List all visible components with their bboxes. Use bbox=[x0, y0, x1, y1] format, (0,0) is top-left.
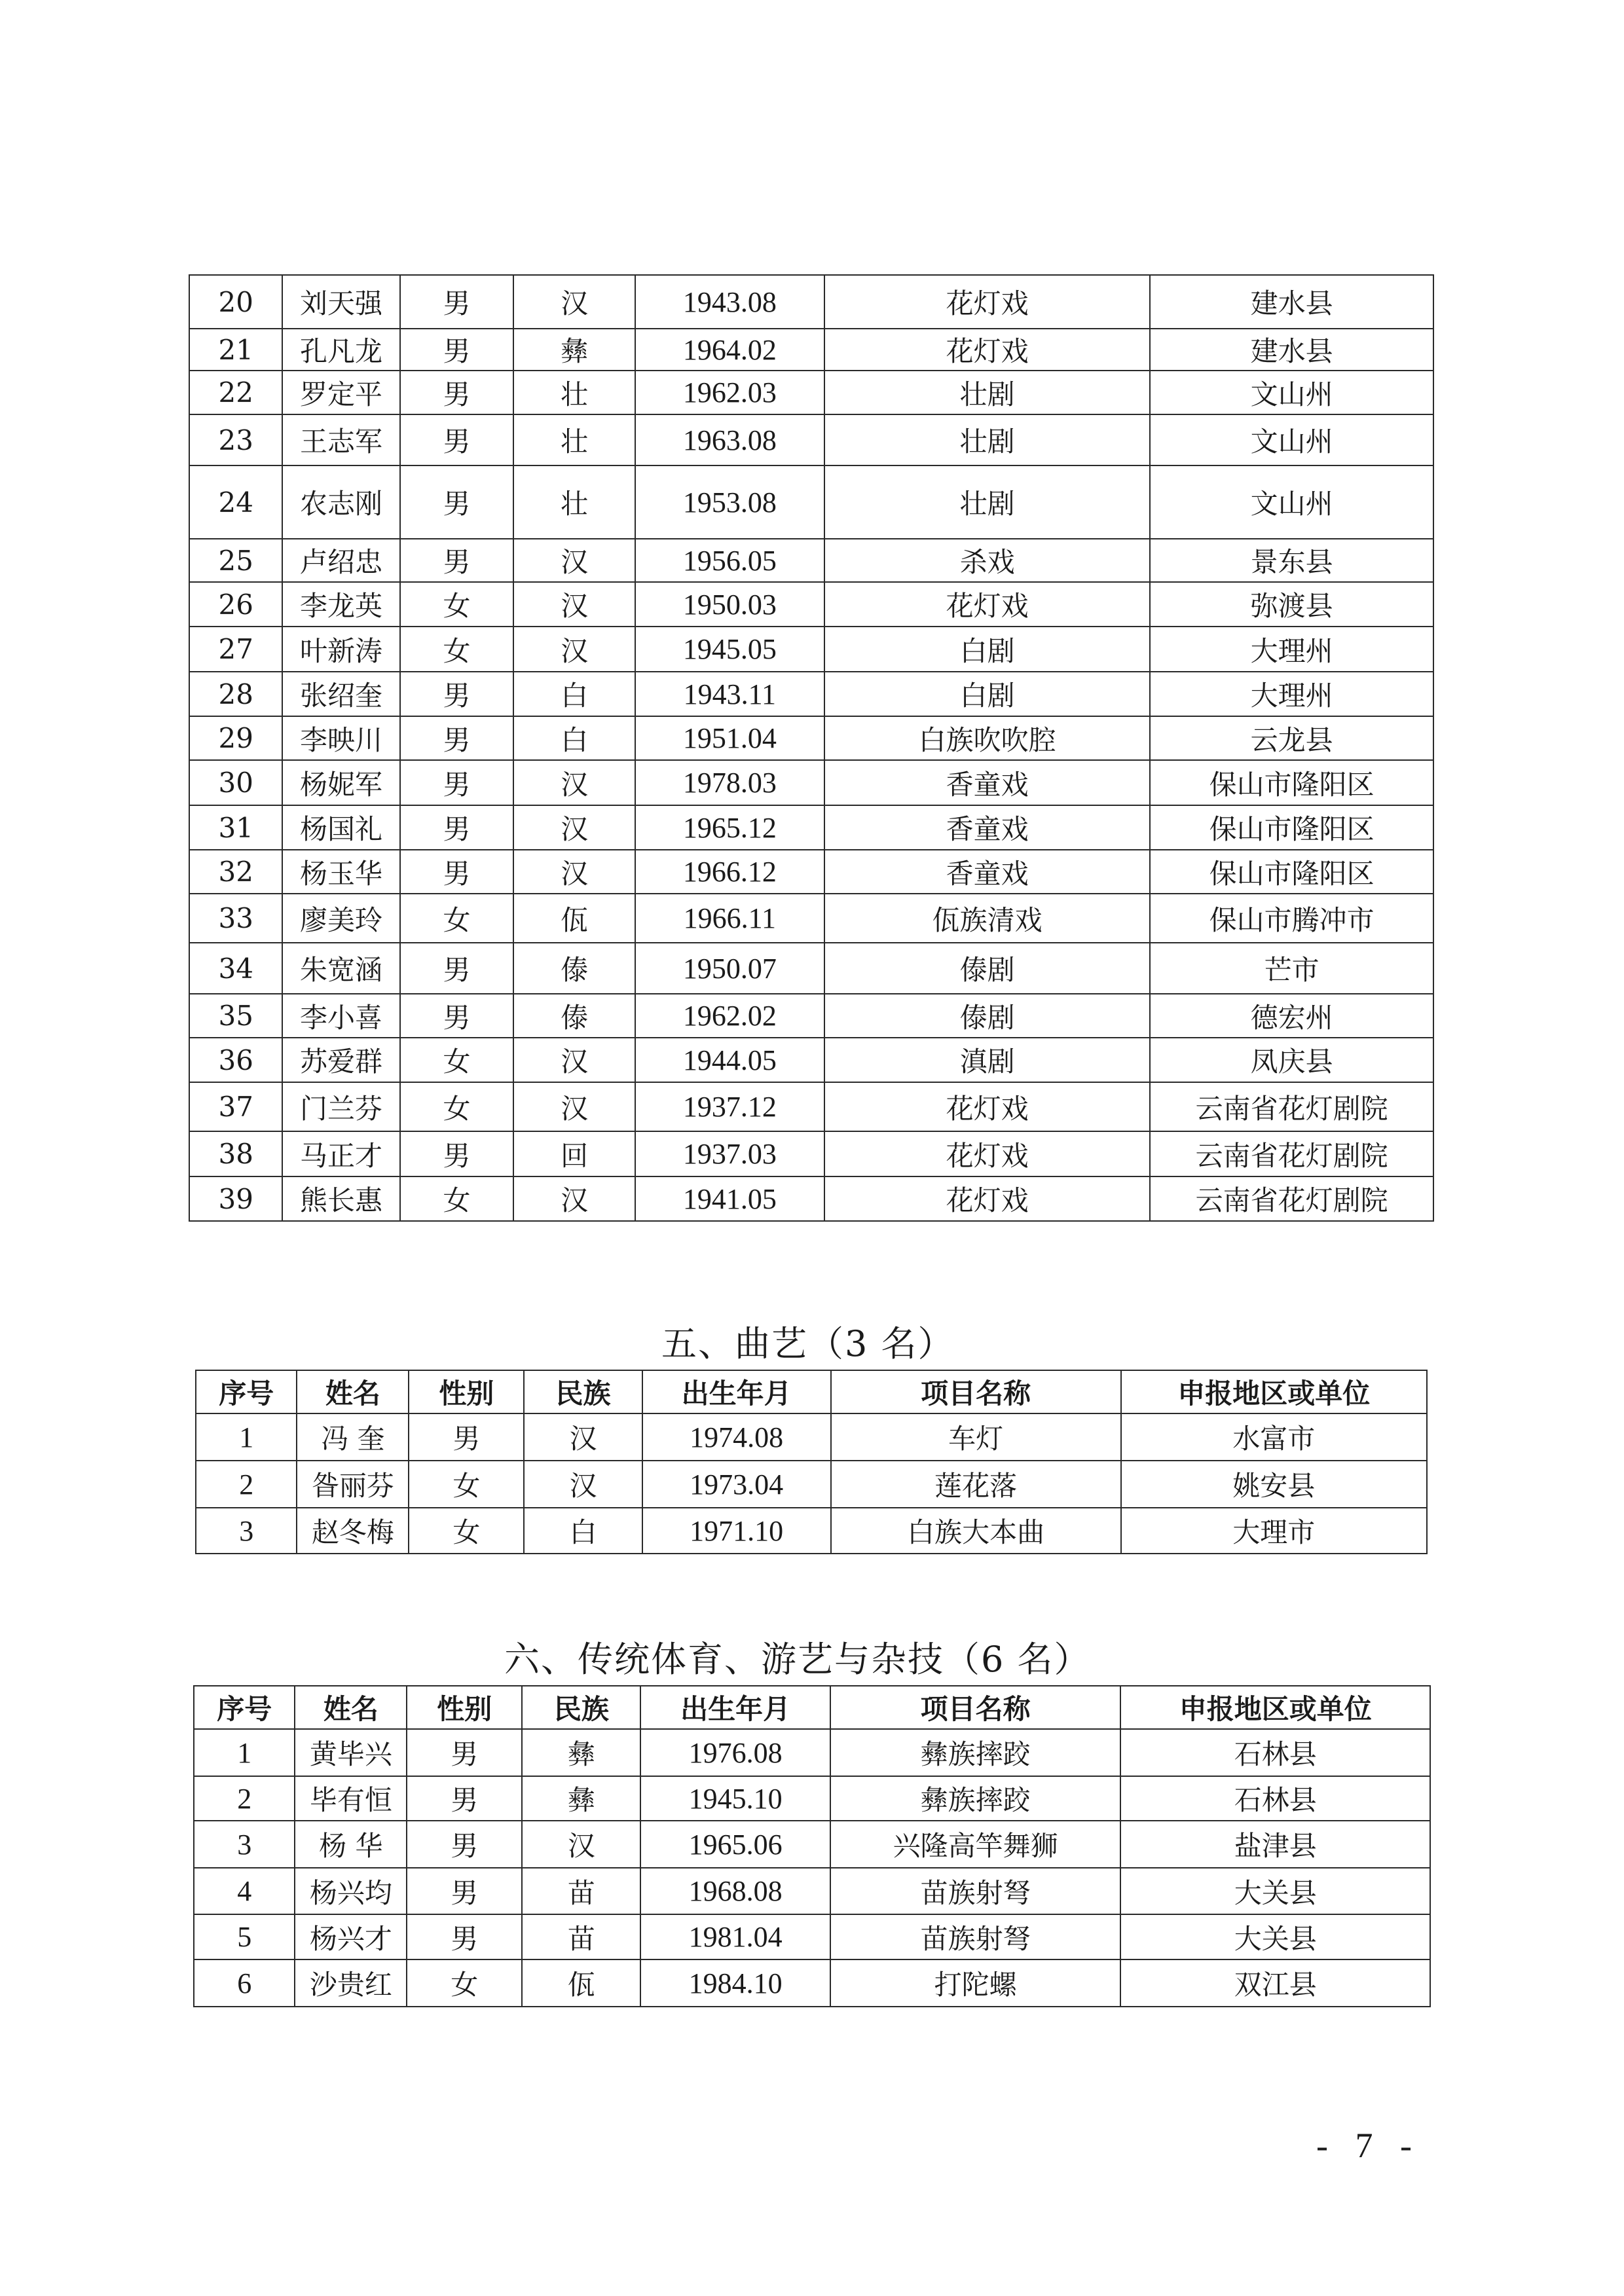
cell-region: 凤庆县 bbox=[1150, 1038, 1433, 1082]
cell-no: 4 bbox=[194, 1868, 295, 1914]
cell-name: 罗定平 bbox=[282, 371, 399, 414]
cell-no: 35 bbox=[189, 994, 282, 1038]
cell-name: 毕有恒 bbox=[295, 1776, 407, 1821]
cell-project: 兴隆高竿舞狮 bbox=[830, 1821, 1121, 1868]
cell-region: 建水县 bbox=[1150, 275, 1433, 329]
cell-born: 1971.10 bbox=[642, 1508, 831, 1554]
cell-born: 1945.05 bbox=[635, 627, 824, 672]
cell-project: 杀戏 bbox=[824, 539, 1151, 582]
cell-ethnicity: 彝 bbox=[522, 1729, 640, 1776]
cell-project: 香童戏 bbox=[824, 805, 1151, 850]
cell-project: 壮剧 bbox=[824, 414, 1151, 465]
table-row bbox=[189, 1176, 1433, 1221]
cell-sex: 男 bbox=[407, 1914, 522, 1959]
section-title-quyi: 五、曲艺（3 名） bbox=[661, 1323, 955, 1364]
cell-ethnicity: 傣 bbox=[513, 994, 635, 1038]
cell-name: 王志军 bbox=[282, 414, 399, 465]
header-region: 申报地区或单位 bbox=[1121, 1370, 1427, 1413]
cell-born: 1974.08 bbox=[642, 1413, 831, 1461]
cell-born: 1945.10 bbox=[640, 1776, 830, 1821]
cell-project: 莲花落 bbox=[831, 1461, 1121, 1508]
cell-sex: 男 bbox=[400, 760, 514, 805]
cell-region: 弥渡县 bbox=[1150, 582, 1433, 627]
table-row bbox=[189, 539, 1433, 582]
header-sex: 性别 bbox=[409, 1370, 524, 1413]
cell-sex: 男 bbox=[400, 371, 514, 414]
cell-name: 杨玉华 bbox=[282, 850, 399, 894]
cell-no: 34 bbox=[189, 943, 282, 994]
cell-ethnicity: 汉 bbox=[524, 1413, 642, 1461]
cell-sex: 女 bbox=[400, 1082, 514, 1131]
table-row bbox=[189, 275, 1433, 329]
cell-sex: 女 bbox=[407, 1959, 522, 2007]
cell-ethnicity: 白 bbox=[513, 672, 635, 716]
cell-sex: 男 bbox=[400, 465, 514, 539]
header-no: 序号 bbox=[194, 1686, 295, 1729]
table-row bbox=[194, 1868, 1430, 1914]
cell-born: 1966.11 bbox=[635, 894, 824, 943]
cell-name: 杨 华 bbox=[295, 1821, 407, 1868]
cell-name: 卢绍忠 bbox=[282, 539, 399, 582]
cell-sex: 男 bbox=[400, 414, 514, 465]
table-header-row bbox=[196, 1370, 1427, 1413]
cell-born: 1966.12 bbox=[635, 850, 824, 894]
cell-name: 杨兴才 bbox=[295, 1914, 407, 1959]
section-title-sports: 六、传统体育、游艺与杂技（6 名） bbox=[504, 1639, 1091, 1680]
cell-born: 1950.03 bbox=[635, 582, 824, 627]
cell-no: 1 bbox=[196, 1413, 297, 1461]
cell-region: 文山州 bbox=[1150, 371, 1433, 414]
cell-name: 冯 奎 bbox=[297, 1413, 409, 1461]
cell-project: 打陀螺 bbox=[830, 1959, 1121, 2007]
cell-born: 1981.04 bbox=[640, 1914, 830, 1959]
cell-ethnicity: 白 bbox=[524, 1508, 642, 1554]
table-row bbox=[189, 414, 1433, 465]
cell-no: 30 bbox=[189, 760, 282, 805]
cell-region: 水富市 bbox=[1121, 1413, 1427, 1461]
cell-project: 香童戏 bbox=[824, 760, 1151, 805]
cell-region: 大关县 bbox=[1120, 1914, 1430, 1959]
cell-no: 37 bbox=[189, 1082, 282, 1131]
table-row bbox=[194, 1914, 1430, 1959]
table-row bbox=[196, 1508, 1427, 1554]
cell-name: 杨国礼 bbox=[282, 805, 399, 850]
cell-born: 1962.02 bbox=[635, 994, 824, 1038]
cell-sex: 男 bbox=[407, 1776, 522, 1821]
cell-no: 2 bbox=[194, 1776, 295, 1821]
cell-no: 29 bbox=[189, 716, 282, 760]
cell-sex: 女 bbox=[400, 1176, 514, 1221]
cell-project: 傣剧 bbox=[824, 943, 1151, 994]
cell-ethnicity: 汉 bbox=[513, 850, 635, 894]
cell-sex: 男 bbox=[407, 1868, 522, 1914]
header-region: 申报地区或单位 bbox=[1120, 1686, 1430, 1729]
page-number: - 7 - bbox=[1316, 2126, 1421, 2165]
table-row bbox=[194, 1821, 1430, 1868]
header-project: 项目名称 bbox=[831, 1370, 1121, 1413]
cell-ethnicity: 汉 bbox=[513, 1176, 635, 1221]
cell-name: 马正才 bbox=[282, 1131, 399, 1176]
cell-born: 1943.11 bbox=[635, 672, 824, 716]
cell-project: 车灯 bbox=[831, 1413, 1121, 1461]
cell-born: 1937.12 bbox=[635, 1082, 824, 1131]
cell-sex: 男 bbox=[400, 1131, 514, 1176]
cell-project: 彝族摔跤 bbox=[830, 1729, 1121, 1776]
cell-ethnicity: 佤 bbox=[513, 894, 635, 943]
cell-no: 31 bbox=[189, 805, 282, 850]
cell-region: 大关县 bbox=[1120, 1868, 1430, 1914]
cell-name: 熊长惠 bbox=[282, 1176, 399, 1221]
table-row bbox=[189, 716, 1433, 760]
cell-born: 1951.04 bbox=[635, 716, 824, 760]
cell-ethnicity: 汉 bbox=[513, 1038, 635, 1082]
quyi-table bbox=[195, 1370, 1428, 1554]
header-sex: 性别 bbox=[407, 1686, 522, 1729]
table-row bbox=[189, 760, 1433, 805]
cell-name: 黄毕兴 bbox=[295, 1729, 407, 1776]
cell-no: 5 bbox=[194, 1914, 295, 1959]
cell-region: 保山市隆阳区 bbox=[1150, 805, 1433, 850]
cell-sex: 女 bbox=[409, 1508, 524, 1554]
cell-no: 22 bbox=[189, 371, 282, 414]
table-row bbox=[189, 850, 1433, 894]
cell-region: 大理州 bbox=[1150, 627, 1433, 672]
cell-project: 花灯戏 bbox=[824, 275, 1151, 329]
cell-ethnicity: 苗 bbox=[522, 1914, 640, 1959]
cell-no: 3 bbox=[194, 1821, 295, 1868]
cell-born: 1968.08 bbox=[640, 1868, 830, 1914]
cell-sex: 男 bbox=[409, 1413, 524, 1461]
cell-no: 28 bbox=[189, 672, 282, 716]
cell-name: 杨妮军 bbox=[282, 760, 399, 805]
cell-ethnicity: 汉 bbox=[513, 582, 635, 627]
header-no: 序号 bbox=[196, 1370, 297, 1413]
cell-name: 张绍奎 bbox=[282, 672, 399, 716]
cell-project: 白剧 bbox=[824, 627, 1151, 672]
header-born: 出生年月 bbox=[640, 1686, 830, 1729]
cell-region: 德宏州 bbox=[1150, 994, 1433, 1038]
cell-name: 李龙英 bbox=[282, 582, 399, 627]
cell-project: 苗族射弩 bbox=[830, 1868, 1121, 1914]
header-name: 姓名 bbox=[297, 1370, 409, 1413]
table-row bbox=[189, 994, 1433, 1038]
cell-ethnicity: 汉 bbox=[513, 627, 635, 672]
cell-region: 大理州 bbox=[1150, 672, 1433, 716]
cell-no: 21 bbox=[189, 329, 282, 371]
cell-ethnicity: 彝 bbox=[522, 1776, 640, 1821]
cell-born: 1944.05 bbox=[635, 1038, 824, 1082]
cell-sex: 女 bbox=[409, 1461, 524, 1508]
cell-no: 39 bbox=[189, 1176, 282, 1221]
cell-project: 壮剧 bbox=[824, 371, 1151, 414]
cell-sex: 男 bbox=[400, 805, 514, 850]
cell-no: 26 bbox=[189, 582, 282, 627]
cell-name: 朱宽涵 bbox=[282, 943, 399, 994]
cell-project: 花灯戏 bbox=[824, 1176, 1151, 1221]
cell-name: 廖美玲 bbox=[282, 894, 399, 943]
table-row bbox=[194, 1729, 1430, 1776]
cell-ethnicity: 汉 bbox=[522, 1821, 640, 1868]
cell-sex: 男 bbox=[400, 539, 514, 582]
cell-name: 李映川 bbox=[282, 716, 399, 760]
cell-sex: 男 bbox=[400, 850, 514, 894]
cell-project: 花灯戏 bbox=[824, 582, 1151, 627]
cell-no: 2 bbox=[196, 1461, 297, 1508]
cell-ethnicity: 汉 bbox=[524, 1461, 642, 1508]
cell-project: 滇剧 bbox=[824, 1038, 1151, 1082]
cell-region: 云龙县 bbox=[1150, 716, 1433, 760]
cell-region: 双江县 bbox=[1120, 1959, 1430, 2007]
cell-region: 文山州 bbox=[1150, 465, 1433, 539]
table-row bbox=[189, 1082, 1433, 1131]
cell-ethnicity: 白 bbox=[513, 716, 635, 760]
cell-no: 27 bbox=[189, 627, 282, 672]
cell-name: 孔凡龙 bbox=[282, 329, 399, 371]
cell-born: 1963.08 bbox=[635, 414, 824, 465]
cell-born: 1965.06 bbox=[640, 1821, 830, 1868]
cell-born: 1965.12 bbox=[635, 805, 824, 850]
cell-no: 20 bbox=[189, 275, 282, 329]
header-born: 出生年月 bbox=[642, 1370, 831, 1413]
cell-born: 1973.04 bbox=[642, 1461, 831, 1508]
cell-sex: 男 bbox=[400, 943, 514, 994]
cell-no: 6 bbox=[194, 1959, 295, 2007]
table-row bbox=[196, 1413, 1427, 1461]
header-ethnicity: 民族 bbox=[522, 1686, 640, 1729]
cell-born: 1956.05 bbox=[635, 539, 824, 582]
cell-project: 花灯戏 bbox=[824, 1131, 1151, 1176]
table-row bbox=[189, 1131, 1433, 1176]
table-row bbox=[189, 943, 1433, 994]
cell-born: 1962.03 bbox=[635, 371, 824, 414]
cell-no: 36 bbox=[189, 1038, 282, 1082]
cell-region: 云南省花灯剧院 bbox=[1150, 1131, 1433, 1176]
cell-name: 刘天强 bbox=[282, 275, 399, 329]
cell-sex: 男 bbox=[400, 672, 514, 716]
cell-sex: 男 bbox=[407, 1729, 522, 1776]
table-row bbox=[194, 1776, 1430, 1821]
cell-name: 沙贵红 bbox=[295, 1959, 407, 2007]
cell-ethnicity: 汉 bbox=[513, 805, 635, 850]
cell-project: 白族吹吹腔 bbox=[824, 716, 1151, 760]
cell-region: 云南省花灯剧院 bbox=[1150, 1082, 1433, 1131]
cell-project: 彝族摔跤 bbox=[830, 1776, 1121, 1821]
cell-born: 1950.07 bbox=[635, 943, 824, 994]
cell-name: 赵冬梅 bbox=[297, 1508, 409, 1554]
cell-region: 保山市隆阳区 bbox=[1150, 850, 1433, 894]
table-row bbox=[189, 1038, 1433, 1082]
cell-born: 1984.10 bbox=[640, 1959, 830, 2007]
cell-project: 佤族清戏 bbox=[824, 894, 1151, 943]
cell-region: 姚安县 bbox=[1121, 1461, 1427, 1508]
cell-region: 保山市腾冲市 bbox=[1150, 894, 1433, 943]
table-row bbox=[189, 329, 1433, 371]
cell-no: 25 bbox=[189, 539, 282, 582]
cell-name: 门兰芬 bbox=[282, 1082, 399, 1131]
cell-sex: 女 bbox=[400, 627, 514, 672]
cell-sex: 男 bbox=[407, 1821, 522, 1868]
cell-region: 景东县 bbox=[1150, 539, 1433, 582]
table-row bbox=[189, 371, 1433, 414]
cell-region: 盐津县 bbox=[1120, 1821, 1430, 1868]
cell-name: 李小喜 bbox=[282, 994, 399, 1038]
cell-no: 32 bbox=[189, 850, 282, 894]
table-row bbox=[189, 894, 1433, 943]
table-row bbox=[196, 1461, 1427, 1508]
cell-sex: 男 bbox=[400, 329, 514, 371]
cell-no: 24 bbox=[189, 465, 282, 539]
cell-project: 花灯戏 bbox=[824, 329, 1151, 371]
cell-project: 傣剧 bbox=[824, 994, 1151, 1038]
cell-born: 1937.03 bbox=[635, 1131, 824, 1176]
cell-region: 石林县 bbox=[1120, 1729, 1430, 1776]
cell-project: 花灯戏 bbox=[824, 1082, 1151, 1131]
cell-no: 38 bbox=[189, 1131, 282, 1176]
cell-name: 农志刚 bbox=[282, 465, 399, 539]
cell-name: 叶新涛 bbox=[282, 627, 399, 672]
cell-no: 1 bbox=[194, 1729, 295, 1776]
cell-ethnicity: 壮 bbox=[513, 414, 635, 465]
table-row bbox=[189, 627, 1433, 672]
cell-no: 33 bbox=[189, 894, 282, 943]
cell-sex: 女 bbox=[400, 894, 514, 943]
cell-sex: 男 bbox=[400, 275, 514, 329]
cell-ethnicity: 苗 bbox=[522, 1868, 640, 1914]
sports-table bbox=[193, 1685, 1431, 2007]
cell-no: 23 bbox=[189, 414, 282, 465]
header-project: 项目名称 bbox=[830, 1686, 1121, 1729]
table-row bbox=[189, 465, 1433, 539]
cell-sex: 男 bbox=[400, 994, 514, 1038]
cell-ethnicity: 壮 bbox=[513, 371, 635, 414]
cell-ethnicity: 汉 bbox=[513, 275, 635, 329]
cell-project: 壮剧 bbox=[824, 465, 1151, 539]
cell-project: 白族大本曲 bbox=[831, 1508, 1121, 1554]
header-name: 姓名 bbox=[295, 1686, 407, 1729]
cell-name: 苏爱群 bbox=[282, 1038, 399, 1082]
cell-region: 建水县 bbox=[1150, 329, 1433, 371]
table-row bbox=[189, 672, 1433, 716]
cell-born: 1943.08 bbox=[635, 275, 824, 329]
cell-sex: 女 bbox=[400, 582, 514, 627]
cell-ethnicity: 佤 bbox=[522, 1959, 640, 2007]
cell-sex: 女 bbox=[400, 1038, 514, 1082]
cell-ethnicity: 回 bbox=[513, 1131, 635, 1176]
cell-name: 杨兴均 bbox=[295, 1868, 407, 1914]
cell-region: 石林县 bbox=[1120, 1776, 1430, 1821]
cell-born: 1976.08 bbox=[640, 1729, 830, 1776]
cell-region: 保山市隆阳区 bbox=[1150, 760, 1433, 805]
cell-born: 1978.03 bbox=[635, 760, 824, 805]
cell-born: 1964.02 bbox=[635, 329, 824, 371]
table-row bbox=[194, 1959, 1430, 2007]
cell-region: 文山州 bbox=[1150, 414, 1433, 465]
cell-project: 香童戏 bbox=[824, 850, 1151, 894]
cell-region: 云南省花灯剧院 bbox=[1150, 1176, 1433, 1221]
table-header-row bbox=[194, 1686, 1430, 1729]
cell-ethnicity: 汉 bbox=[513, 539, 635, 582]
cell-ethnicity: 彝 bbox=[513, 329, 635, 371]
table-row bbox=[189, 582, 1433, 627]
cell-no: 3 bbox=[196, 1508, 297, 1554]
cell-project: 白剧 bbox=[824, 672, 1151, 716]
cell-ethnicity: 汉 bbox=[513, 1082, 635, 1131]
cell-born: 1941.05 bbox=[635, 1176, 824, 1221]
cell-ethnicity: 汉 bbox=[513, 760, 635, 805]
cell-ethnicity: 傣 bbox=[513, 943, 635, 994]
cell-sex: 男 bbox=[400, 716, 514, 760]
cell-born: 1953.08 bbox=[635, 465, 824, 539]
opera-table-continued bbox=[189, 274, 1434, 1222]
table-row bbox=[189, 805, 1433, 850]
cell-region: 大理市 bbox=[1121, 1508, 1427, 1554]
cell-name: 昝丽芬 bbox=[297, 1461, 409, 1508]
cell-project: 苗族射弩 bbox=[830, 1914, 1121, 1959]
header-ethnicity: 民族 bbox=[524, 1370, 642, 1413]
cell-ethnicity: 壮 bbox=[513, 465, 635, 539]
cell-region: 芒市 bbox=[1150, 943, 1433, 994]
